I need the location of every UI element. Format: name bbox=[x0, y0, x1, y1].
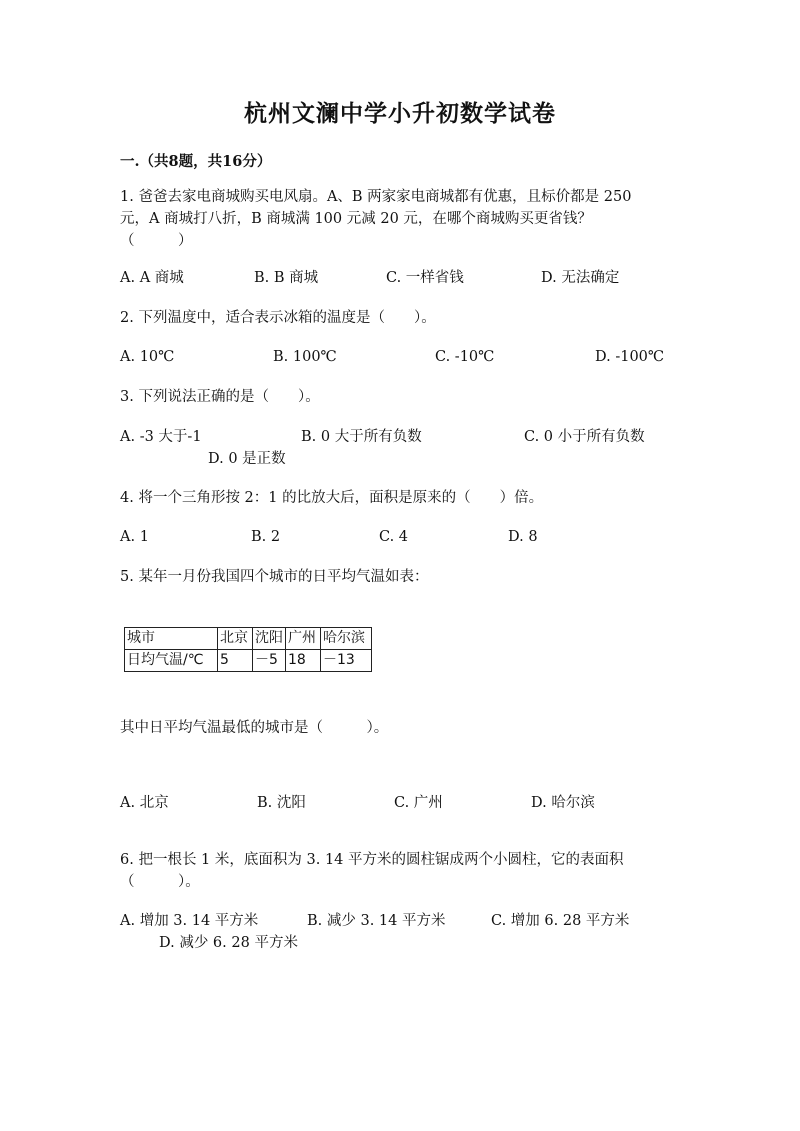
temperature-table bbox=[124, 627, 372, 672]
question-3 bbox=[120, 386, 680, 408]
option-c: C. 一样省钱 bbox=[386, 270, 464, 286]
table-row bbox=[125, 650, 372, 672]
option-a: A. 1 bbox=[120, 529, 149, 545]
table-cell: 日均气温/℃ bbox=[125, 650, 218, 672]
question-line: （ ） bbox=[120, 233, 193, 249]
option-a: A. -3 大于-1 bbox=[120, 429, 202, 445]
option-d: D. 0 是正数 bbox=[208, 451, 286, 467]
option-c: C. 0 小于所有负数 bbox=[524, 429, 645, 445]
option-b: B. B 商城 bbox=[254, 270, 319, 286]
table-cell: 18 bbox=[286, 650, 321, 672]
option-b: B. 沈阳 bbox=[257, 795, 306, 811]
question-line: 6. 把一根长 1 米，底面积为 3. 14 平方米的圆柱锯成两个小圆柱，它的表面积 bbox=[120, 852, 624, 868]
option-a: A. 10℃ bbox=[120, 349, 175, 365]
section-heading: 一.（共8题，共16分） bbox=[120, 153, 272, 170]
question-line: 3. 下列说法正确的是（ ）。 bbox=[120, 389, 320, 405]
option-d: D. 减少 6. 28 平方米 bbox=[159, 935, 298, 951]
option-b: B. 2 bbox=[251, 529, 281, 545]
option-a: A. 北京 bbox=[120, 795, 169, 811]
option-b: B. 减少 3. 14 平方米 bbox=[307, 913, 446, 929]
option-d: D. -100℃ bbox=[595, 349, 665, 365]
question-2 bbox=[120, 307, 680, 329]
table-cell: 沈阳 bbox=[253, 628, 286, 650]
option-c: C. 4 bbox=[379, 529, 409, 545]
question-5 bbox=[120, 566, 680, 588]
page-title: 杭州文澜中学小升初数学试卷 bbox=[244, 100, 556, 127]
question-line: 2. 下列温度中，适合表示冰箱的温度是（ ）。 bbox=[120, 310, 436, 326]
question-5-followup: 其中日平均气温最低的城市是（ ）。 bbox=[120, 720, 389, 736]
question-line: 元，A 商城打八折，B 商城满 100 元减 20 元，在哪个商城购买更省钱？ bbox=[120, 211, 592, 227]
question-6 bbox=[120, 849, 680, 893]
question-line: 4. 将一个三角形按 2：1 的比放大后，面积是原来的（ ）倍。 bbox=[120, 490, 544, 506]
table-cell: 广州 bbox=[286, 628, 321, 650]
option-b: B. 0 大于所有负数 bbox=[301, 429, 422, 445]
table-cell: 哈尔滨 bbox=[321, 628, 372, 650]
option-c: C. -10℃ bbox=[435, 349, 495, 365]
option-a: A. A 商城 bbox=[120, 270, 184, 286]
question-line: （ ）。 bbox=[120, 874, 200, 890]
table-cell: －5 bbox=[253, 650, 286, 672]
table-cell: 城市 bbox=[125, 628, 218, 650]
table-header-row bbox=[125, 628, 372, 650]
option-a: A. 增加 3. 14 平方米 bbox=[120, 913, 259, 929]
table-cell: 5 bbox=[218, 650, 253, 672]
option-c: C. 广州 bbox=[394, 795, 443, 811]
option-d: D. 哈尔滨 bbox=[531, 795, 595, 811]
question-line: 5. 某年一月份我国四个城市的日平均气温如表： bbox=[120, 569, 429, 585]
table-cell: －13 bbox=[321, 650, 372, 672]
question-1 bbox=[120, 186, 680, 252]
option-c: C. 增加 6. 28 平方米 bbox=[491, 913, 630, 929]
option-d: D. 无法确定 bbox=[541, 270, 620, 286]
question-4 bbox=[120, 487, 680, 509]
table-cell: 北京 bbox=[218, 628, 253, 650]
question-line: 1. 爸爸去家电商城购买电风扇。A、B 两家家电商城都有优惠，且标价都是 250 bbox=[120, 189, 632, 205]
option-b: B. 100℃ bbox=[273, 349, 337, 365]
option-d: D. 8 bbox=[508, 529, 538, 545]
